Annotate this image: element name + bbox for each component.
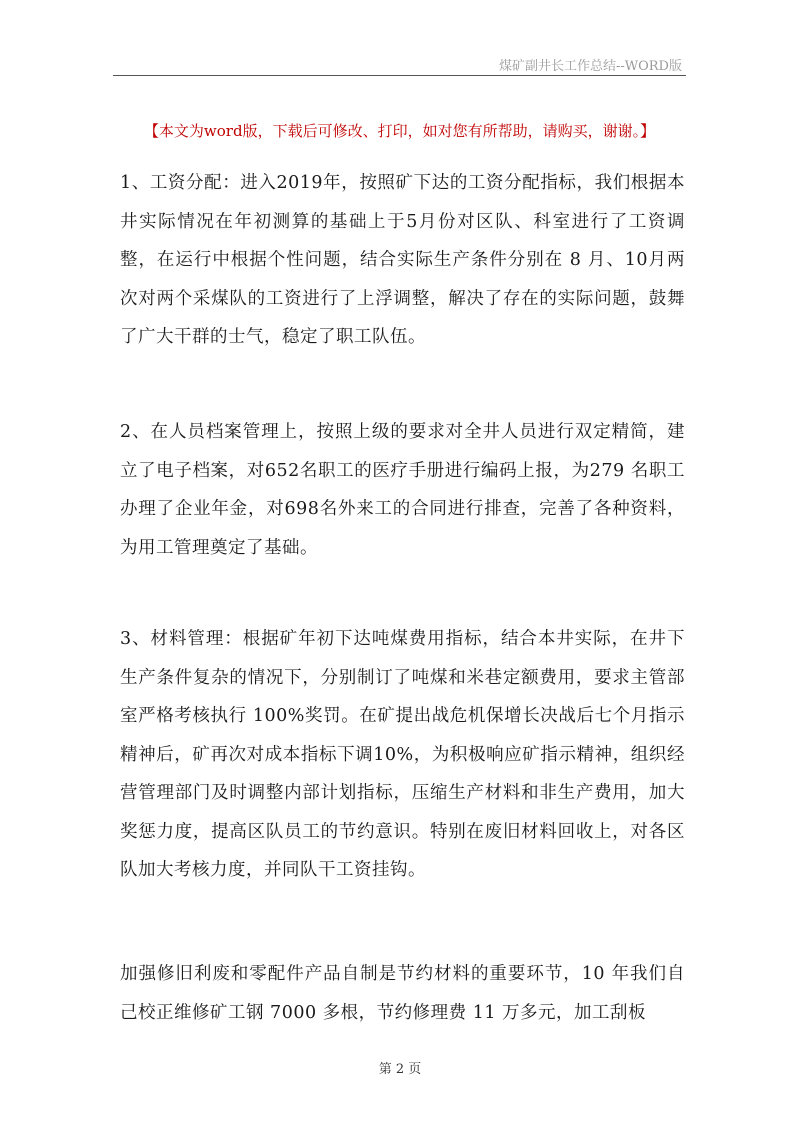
header-divider: [113, 75, 686, 76]
header-title: 煤矿副井长工作总结--WORD版: [498, 59, 682, 74]
page-number: 第 2 页: [378, 1062, 422, 1077]
paragraph-wage-distribution: 1、工资分配：进入2019年，按照矿下达的工资分配指标，我们根据本井实际情况在年初测算的基础上于5月份对区队、科室进行了工资调整，在运行中根据个性问题，结合实际生产条件分别在 8 月、10月两次对两个采煤队的工资进行了上浮调整，解决了存在的实际问题，鼓舞了广大干群的士气，稳定了职工队伍。: [120, 173, 685, 347]
purchase-notice: 【本文为word版，下载后可修改、打印，如对您有所帮助，请购买，谢谢。】: [143, 122, 656, 140]
paragraph-repair-reuse: 加强修旧利废和零配件产品自制是节约材料的重要环节，10 年我们自己校正维修矿工钢 7000 多根，节约修理费 11 万多元，加工刮板: [120, 964, 685, 1023]
paragraph-material-management: 3、材料管理：根据矿年初下达吨煤费用指标，结合本井实际，在井下生产条件复杂的情况下，分别制订了吨煤和米巷定额费用，要求主管部室严格考核执行 100%奖罚。在矿提出战危机保增长决战后七个月指示精神后，矿再次对成本指标下调10%，为积极响应矿指示精神，组织经营管理部门及时调整内部计划指标，压缩生产材料和非生产费用，加大奖惩力度，提高区队员工的节约意识。特别在废旧材料回收上，对各区队加大考核力度，并同队干工资挂钩。: [120, 629, 685, 880]
paragraph-personnel-files: 2、在人员档案管理上，按照上级的要求对全井人员进行双定精简，建立了电子档案，对652名职工的医疗手册进行编码上报，为279 名职工办理了企业年金，对698名外来工的合同进行排查，完善了各种资料，为用工管理奠定了基础。: [120, 422, 685, 558]
